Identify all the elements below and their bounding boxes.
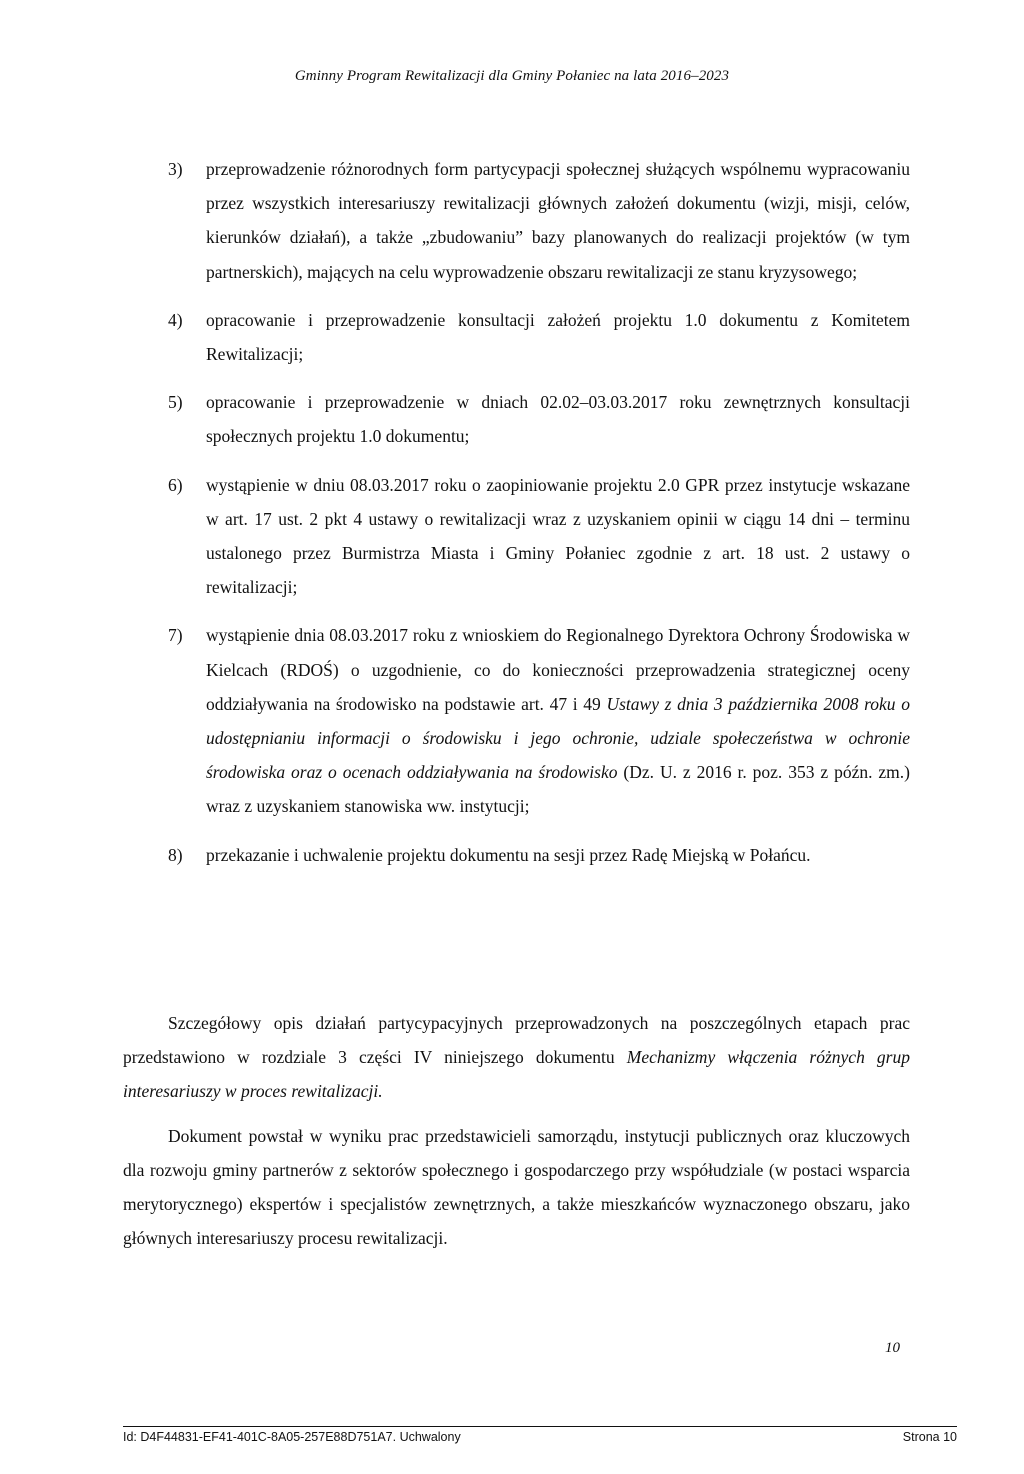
item-number: 6)	[168, 474, 183, 495]
item-number: 7)	[168, 625, 183, 646]
text-run: Szczegółowy opis działań partycypacyjnych przeprowadzonych na poszczególnych etapach prac przedstawiono w rozdziale 3 części IV niniejszego dokumentu	[123, 1013, 910, 1068]
text-run: opracowanie i przeprowadzenie konsultacji założeń projektu 1.0 dokumentu z Komitetem Rewitalizacji;	[206, 309, 910, 365]
list-item	[168, 618, 910, 823]
text-run: wystąpienie w dniu 08.03.2017 roku o zaopiniowanie projektu 2.0 GPR przez instytucje wskazane w art. 17 ust. 2 pkt 4 ustawy o rewitalizacji wraz z uzyskaniem opinii w ciągu 14 dni – terminu ustalonego przez Burmistrza Miasta i Gminy Połaniec zgodnie z art. 18 ust. 2 ustawy o rewitalizacji;	[206, 474, 910, 598]
item-text	[206, 625, 910, 816]
item-text	[206, 392, 910, 446]
item-number: 5)	[168, 392, 183, 413]
text-run: Dokument powstał w wyniku prac przedstawicieli samorządu, instytucji publicznych oraz kluczowych dla rozwoju gminy partnerów z sektorów społecznego i gospodarczego przy współudziale (w postaci wsparcia merytorycznego) ekspertów i specjalistów zewnętrznych, a także mieszkańców wyznaczonego obszaru, jako głównych interesariuszy procesu rewitalizacji.	[123, 1125, 910, 1249]
italic-text: Ustawy z dnia 3 października 2008 roku o udostępnianiu informacji o środowisku i jego ochronie, udziale społeczeństwa w ochronie środowiska oraz o ocenach oddziaływania na środowisko	[206, 693, 910, 783]
text-run: (Dz. U. z 2016 r. poz. 353 z późn. zm.) wraz z uzyskaniem stanowiska ww. instytucji;	[206, 762, 910, 817]
text-run: wystąpienie dnia 08.03.2017 roku z wnioskiem do Regionalnego Dyrektora Ochrony Środowiska w Kielcach (RDOŚ) o uzgodnienie, co do konieczności przeprowadzenia strategicznej oceny oddziaływania na środowisko na podstawie art. 47 i 49	[206, 625, 910, 714]
italic-text: Mechanizmy włączenia różnych grup interesariuszy w proces rewitalizacji.	[123, 1047, 910, 1102]
page-number: 10	[885, 1340, 900, 1356]
item-text	[206, 475, 910, 598]
item-text	[206, 845, 811, 865]
list-item	[168, 838, 910, 872]
list-item	[168, 468, 910, 605]
paragraph-authors	[123, 1119, 910, 1256]
item-text	[206, 159, 910, 282]
paragraph-participation	[123, 1006, 910, 1109]
item-number: 4)	[168, 309, 183, 330]
footer	[123, 1426, 957, 1444]
item-number: 8)	[168, 844, 183, 865]
item-text	[206, 310, 910, 364]
text-run: przekazanie i uchwalenie projektu dokumentu na sesji przez Radę Miejską w Połańcu.	[206, 844, 811, 865]
body-paragraphs	[123, 1006, 910, 1265]
document-id: Id: D4F44831-EF41-401C-8A05-257E88D751A7. Uchwalony	[123, 1430, 461, 1444]
list-item	[168, 303, 910, 371]
footer-page: Strona 10	[902, 1430, 957, 1444]
running-header: Gminny Program Rewitalizacji dla Gminy Połaniec na lata 2016–2023	[294, 68, 730, 84]
text-run: opracowanie i przeprowadzenie w dniach 02.02–03.03.2017 roku zewnętrznych konsultacji społecznych projektu 1.0 dokumentu;	[206, 392, 910, 447]
steps-list	[168, 152, 910, 886]
list-item	[168, 152, 910, 289]
list-item	[168, 385, 910, 453]
text-run: przeprowadzenie różnorodnych form partycypacji społecznej służących wspólnemu wypracowaniu przez wszystkich interesariuszy rewitalizacji głównych założeń dokumentu (wizji, misji, celów, kierunków działań), a także „zbudowaniu” bazy planowanych do realizacji projektów (w tym partnerskich), mających na celu wyprowadzenie obszaru rewitalizacji ze stanu kryzysowego;	[206, 159, 910, 282]
item-number: 3)	[168, 159, 183, 179]
